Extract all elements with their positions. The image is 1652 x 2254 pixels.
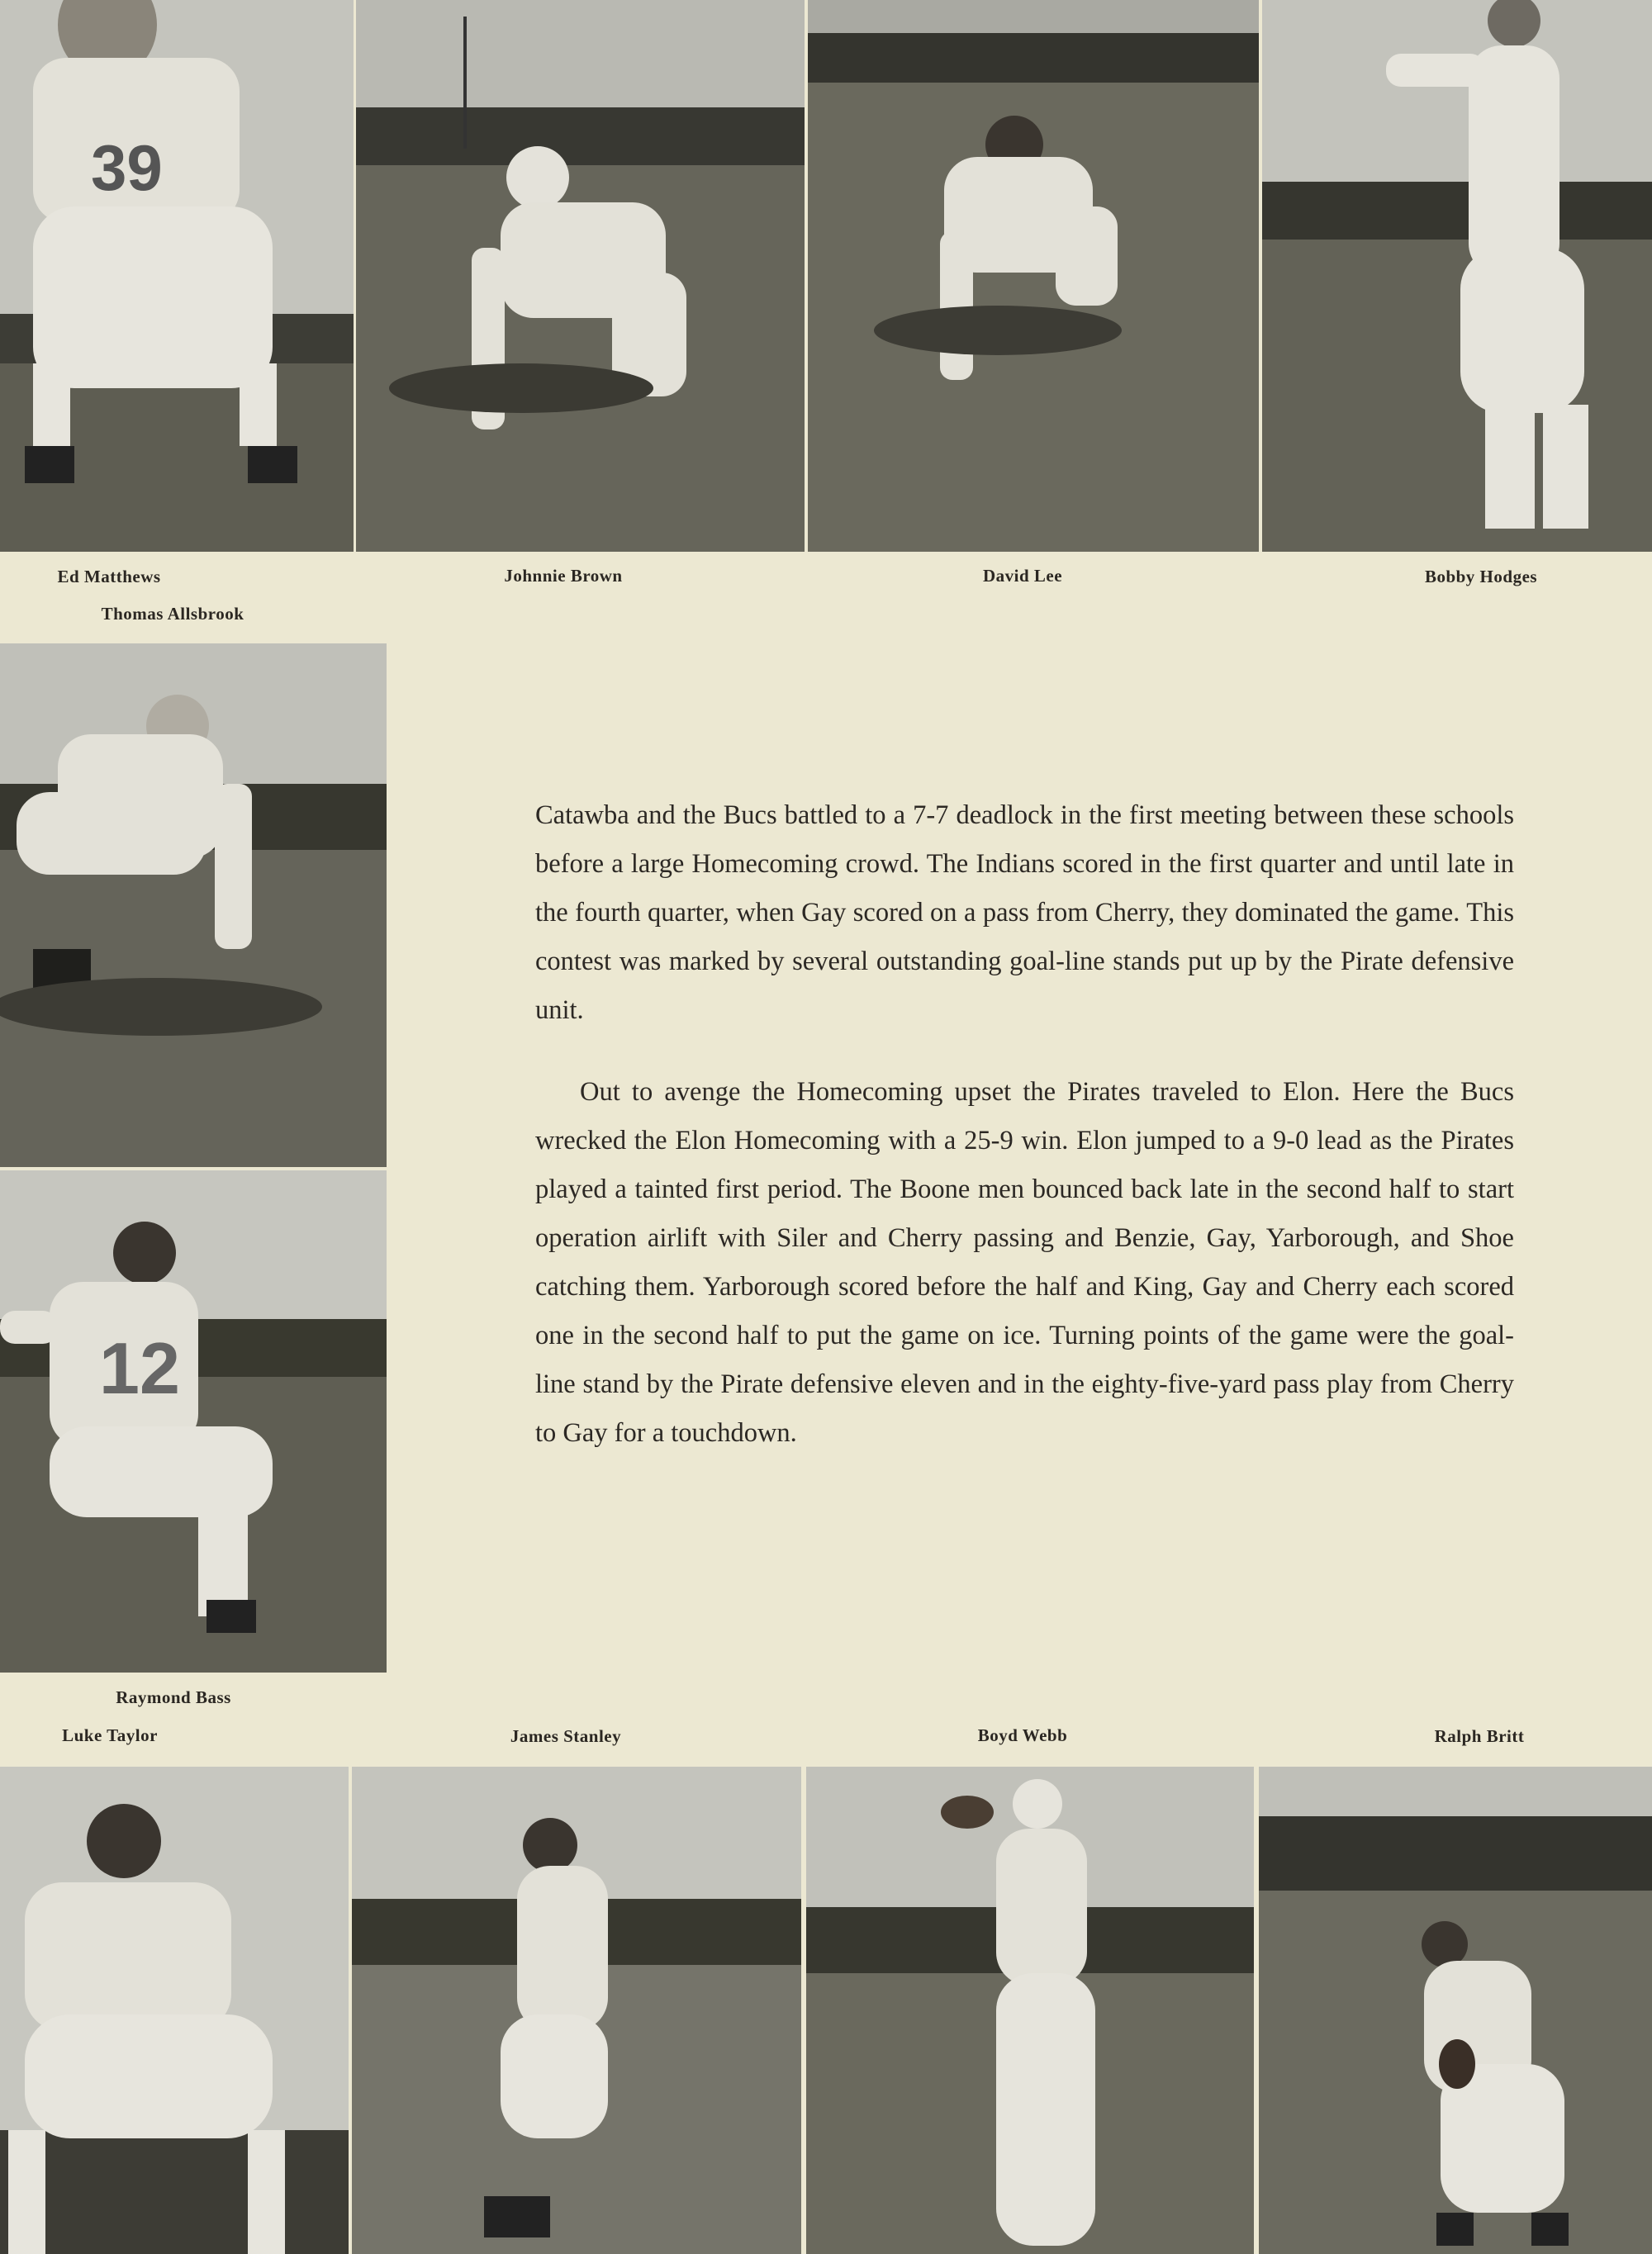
caption-thomas-allsbrook: Thomas Allsbrook: [101, 604, 244, 624]
caption-luke-taylor: Luke Taylor: [62, 1725, 158, 1745]
caption-bobby-hodges: Bobby Hodges: [1424, 567, 1538, 586]
jersey-number-39: 39: [91, 131, 163, 204]
caption-james-stanley: James Stanley: [510, 1726, 622, 1746]
article-paragraph-1: Catawba and the Bucs battled to a 7-7 deadlock in the first meeting between these schools before a large Homecoming crowd. The Indians scored in the first quarter and until late in the fourth quarter, when Gay scored on a pass from Cherry, they dominated the game. This contest was marked by several outstanding goal-line stands put up by the Pirate defensive unit.: [535, 800, 1514, 1025]
caption-johnnie-brown: Johnnie Brown: [504, 566, 623, 586]
caption-david-lee: David Lee: [982, 566, 1063, 586]
photo-david-lee: [808, 0, 1259, 552]
photo-ed-matthews: [0, 0, 354, 552]
photo-johnnie-brown: [356, 0, 805, 552]
photo-thomas-allsbrook: [0, 643, 387, 1167]
caption-ralph-britt: Ralph Britt: [1434, 1726, 1525, 1746]
photo-luke-taylor: [0, 1767, 349, 2254]
jersey-number-12: 12: [99, 1327, 180, 1409]
photo-james-stanley: [352, 1767, 801, 2254]
photo-boyd-webb: [806, 1767, 1254, 2254]
photo-ralph-britt: [1259, 1767, 1652, 2254]
article-text: [535, 791, 1514, 1491]
article-paragraph-2: Out to avenge the Homecoming upset the Pirates traveled to Elon. Here the Bucs wrecked the Elon Homecoming with a 25-9 win. Elon jumped to a 9-0 lead as the Pirates played a tainted first period. The Boone men bounced back late in the second half to start operation airlift with Siler and Cherry passing and Benzie, Gay, Yarborough, and Shoe catching them. Yarborough scored before the half and King, Gay and Cherry each scored one in the second half to put the game on ice. Turning points of the game were the goal-line stand by the Pirate defensive eleven and in the eighty-five-yard pass play from Cherry to Gay for a touchdown.: [535, 1077, 1514, 1448]
caption-boyd-webb: Boyd Webb: [977, 1725, 1068, 1745]
caption-ed-matthews: Ed Matthews: [57, 567, 161, 586]
caption-raymond-bass: Raymond Bass: [116, 1687, 231, 1707]
photo-raymond-bass: [0, 1170, 387, 1673]
photo-bobby-hodges: [1262, 0, 1652, 552]
